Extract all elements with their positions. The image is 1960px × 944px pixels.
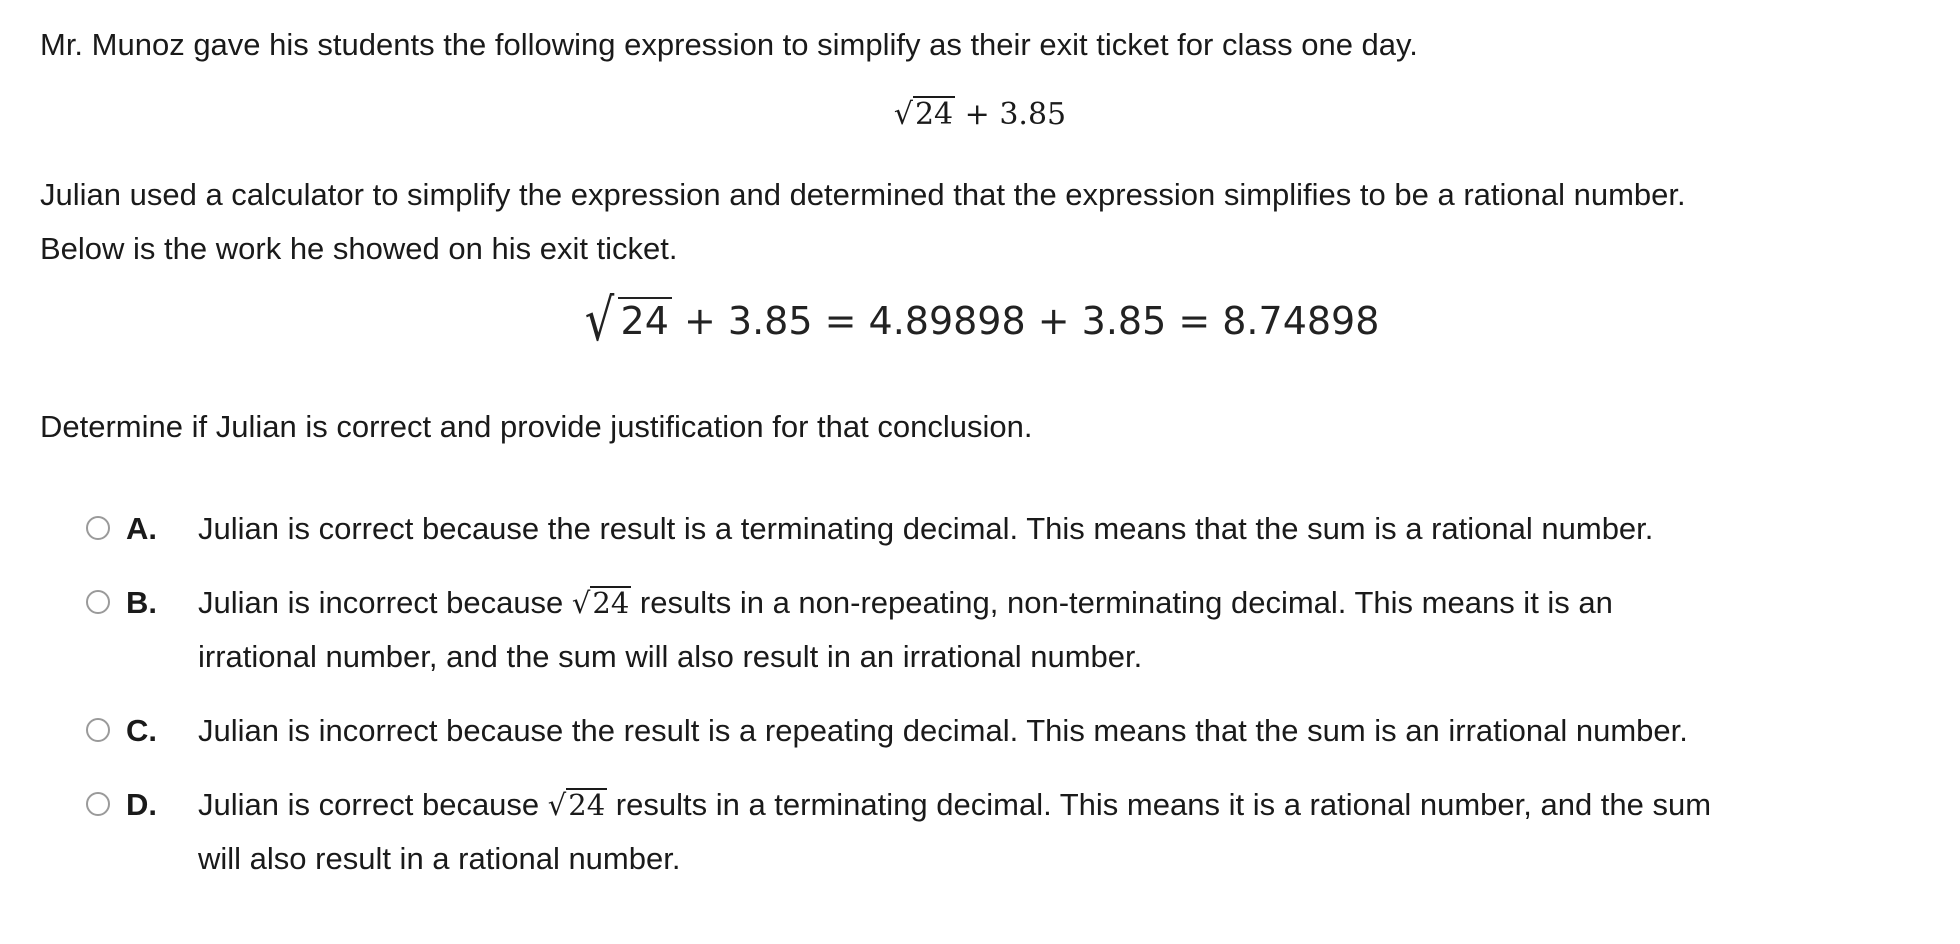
radio-button-c[interactable] [86,718,110,742]
choice-letter: B. [126,585,157,620]
question-prompt: Determine if Julian is correct and provide justification for that conclusion. [40,409,1033,444]
choice-text-line-2: will also result in a rational number. [198,841,681,876]
work-rest: + 3.85 = 4.89898 + 3.85 = 8.74898 [671,299,1380,343]
expression [0,92,1960,138]
expression-rest: + 3.85 [955,97,1067,132]
question-intro: Mr. Munoz gave his students the following expression to simplify as their exit ticket for class one day. [40,27,1418,62]
work-radicand: 24 [618,297,672,343]
choice-text-line-1: Julian is incorrect because √24 results in a non-repeating, non-terminating decimal. This means it is an [198,576,1613,630]
choice-text-line-1: Julian is correct because √24 results in a terminating decimal. This means it is a rational number, and the sum [198,778,1711,832]
radio-button-b[interactable] [86,590,110,614]
choice-letter: D. [126,787,157,822]
context-line-1: Julian used a calculator to simplify the expression and determined that the expression simplifies to be a rational number. [40,177,1686,212]
choice-text: Julian is correct because the result is a terminating decimal. This means that the sum is a rational number. [198,511,1654,546]
radio-button-a[interactable] [86,516,110,540]
choice-text: Julian is incorrect because the result is a repeating decimal. This means that the sum is an irrational number. [198,713,1688,748]
choice-letter: A. [126,511,157,546]
expression-sqrt: √24 [893,97,954,132]
choice-text-line-2: irrational number, and the sum will also result in an irrational number. [198,639,1143,674]
work-radical: √ [584,286,614,354]
context-line-2: Below is the work he showed on his exit ticket. [40,231,678,266]
radio-button-d[interactable] [86,792,110,816]
inline-sqrt: √24 [547,788,606,822]
choice-letter: C. [126,713,157,748]
handwritten-work [0,286,1960,354]
inline-sqrt: √24 [571,586,630,620]
